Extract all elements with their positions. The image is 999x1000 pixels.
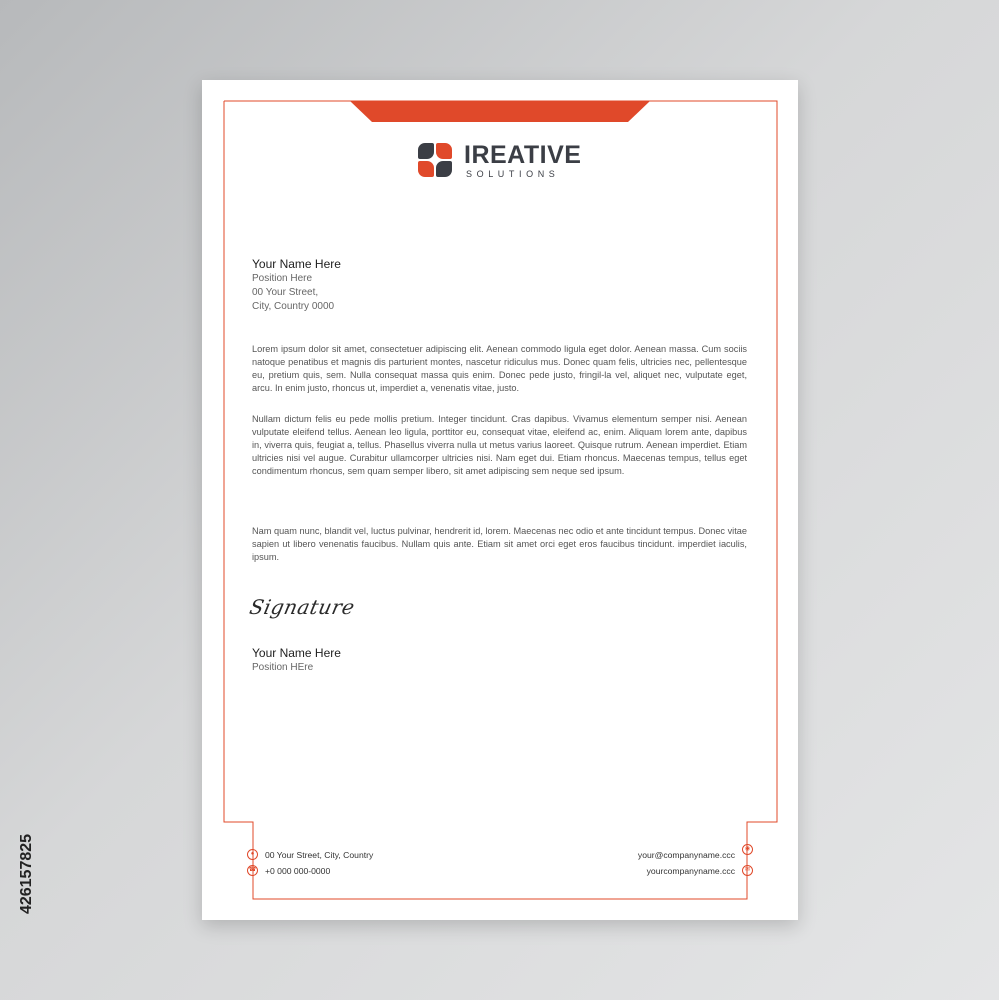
stock-id-strip [12,765,35,985]
footer-phone: +0 000 000-0000 [265,866,331,876]
sender-city: City, Country 0000 [252,301,335,312]
frame-border [224,101,777,899]
letterhead-frame [202,80,798,920]
stock-id: 426157825 [18,833,35,915]
footer-website: yourcompanyname.ccc [646,866,735,876]
brand-name: IREATIVE [464,141,582,169]
body-paragraph-2: Nullam dictum felis eu pede mollis pretium. Integer tincidunt. Cras dapibus. Vivamus elementum semper nisi. Aenean vulputate eleifend tellus. Aenean leo ligula, porttitor eu, consequat vitae, eleifend ac, enim. Aliquam lorem ante, dapibus in, viverra quis, feugiat a, tellus. Phasellus viverra nulla ut metus varius laoreet. Quisque rutrum. Aenean imperdiet. Etiam ultricies nisi vel augue. Curabitur ullamcorper ultricies nisi. Nam eget dui. Etiam rhoncus. Maecenas tempus, tellus eget condimentum rhoncus, sem quam semper libero, sit amet adipiscing sem neque sed ipsum. [252,414,747,476]
footer-address: 00 Your Street, City, Country [265,850,374,860]
phone-icon: ☎ [247,865,258,876]
mail-icon: ✉ [742,865,753,876]
body-paragraph-3: Nam quam nunc, blandit vel, luctus pulvinar, hendrerit id, lorem. Maecenas nec odio et ante tincidunt tempus. Donec vitae sapien ut libero venenatis faucibus. Nullam quis ante. Etiam sit amet orci eget eros faucibus tincidunt. imperdiet iaculis, ipsum. [252,526,747,562]
letterhead-sheet [202,80,798,920]
header-accent-bar [350,101,650,122]
sender-name: Your Name Here [252,257,341,271]
logo-mark-tile [436,143,452,159]
globe-icon: ◉ [742,844,753,855]
logo-mark-tile [418,143,434,159]
closing-name: Your Name Here [252,646,341,660]
company-logo [418,143,618,183]
logo-mark-tile [418,161,434,177]
closing-position: Position HEre [252,662,314,673]
footer-email: your@companyname.ccc [637,850,735,860]
sender-position: Position Here [252,273,313,284]
brand-tagline: SOLUTIONS [466,169,560,179]
body-paragraph-1: Lorem ipsum dolor sit amet, consectetuer adipiscing elit. Aenean commodo ligula eget dolor. Aenean massa. Cum sociis natoque penatibus et magnis dis parturient montes, nascetur ridiculus mus. Donec quam felis, ultricies nec, pellentesque eu, pretium quis, sem. Nulla consequat massa quis enim. Donec pede justo, fringil-la vel, aliquet nec, vulputate eget, arcu. In enim justo, rhoncus ut, imperdiet a, venenatis vitae, justo. [252,344,747,393]
location-pin-icon: ● [247,849,258,860]
logo-mark-tile [436,161,452,177]
sender-street: 00 Your Street, [252,287,319,298]
signature: Signature [247,595,358,619]
